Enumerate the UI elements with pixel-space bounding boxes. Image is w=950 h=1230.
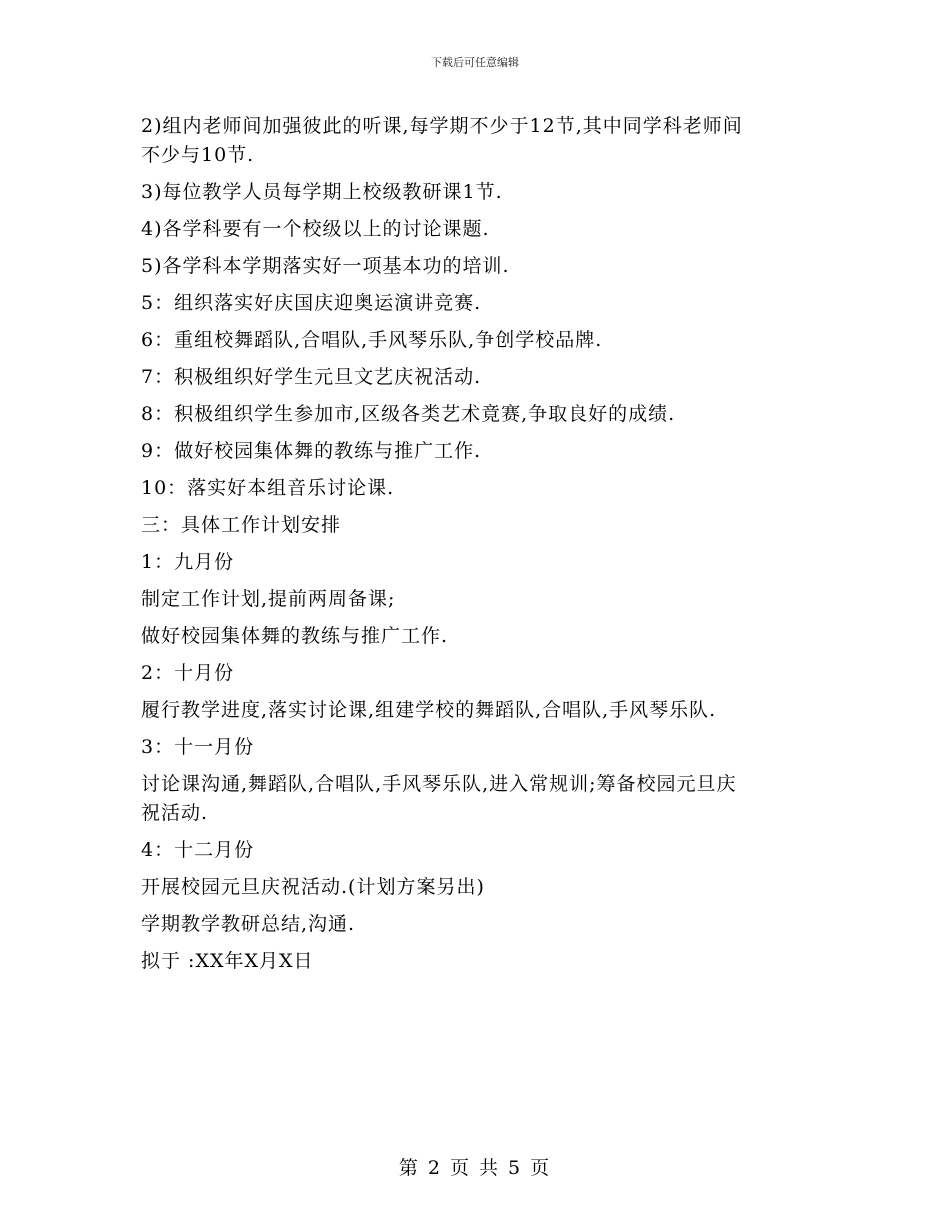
paragraph-line: 做好校园集体舞的教练与推广工作. <box>141 625 449 647</box>
month-heading: 1：九月份 <box>141 551 235 573</box>
paragraph-line: 9：做好校园集体舞的教练与推广工作. <box>141 440 482 462</box>
paragraph-line: 开展校园元旦庆祝活动.(计划方案另出) <box>141 876 485 898</box>
paragraph-line: 5)各学科本学期落实好一项基本功的培训. <box>141 255 510 277</box>
paragraph-line: 讨论课沟通,舞蹈队,合唱队,手风琴乐队,进入常规训;筹备校园元旦庆 <box>141 773 737 795</box>
page-header: 下载后可任意编辑 <box>431 56 519 69</box>
signature-date: 拟于 :XX年X月X日 <box>141 950 314 972</box>
paragraph-line: 10：落实好本组音乐讨论课. <box>141 477 395 499</box>
paragraph-line: 学期教学教研总结,沟通. <box>141 913 356 935</box>
paragraph-line: 3)每位教学人员每学期上校级教研课1节. <box>141 181 503 203</box>
month-heading: 3：十一月份 <box>141 736 255 758</box>
document-body <box>141 112 821 984</box>
paragraph-line: 8：积极组织学生参加市,区级各类艺术竟赛,争取良好的成绩. <box>141 403 676 425</box>
page-number: 第 2 页 共 5 页 <box>398 1157 552 1179</box>
paragraph-line: 不少与10节. <box>141 144 255 166</box>
month-heading: 2：十月份 <box>141 662 235 684</box>
paragraph-line: 制定工作计划,提前两周备课; <box>141 588 396 610</box>
paragraph-line: 祝活动. <box>141 802 209 824</box>
paragraph-line: 6：重组校舞蹈队,合唱队,手风琴乐队,争创学校品牌. <box>141 329 603 351</box>
section-heading: 三：具体工作计划安排 <box>141 514 342 536</box>
paragraph-line: 7：积极组织好学生元旦文艺庆祝活动. <box>141 366 482 388</box>
paragraph-line: 2)组内老师间加强彼此的听课,每学期不少于12节,其中同学科老师间 <box>141 115 743 137</box>
paragraph-line: 履行教学进度,落实讨论课,组建学校的舞蹈队,合唱队,手风琴乐队. <box>141 699 717 721</box>
month-heading: 4：十二月份 <box>141 839 255 861</box>
paragraph-line: 4)各学科要有一个校级以上的讨论课题. <box>141 218 490 240</box>
paragraph-line: 5：组织落实好庆国庆迎奥运演讲竞赛. <box>141 292 482 314</box>
